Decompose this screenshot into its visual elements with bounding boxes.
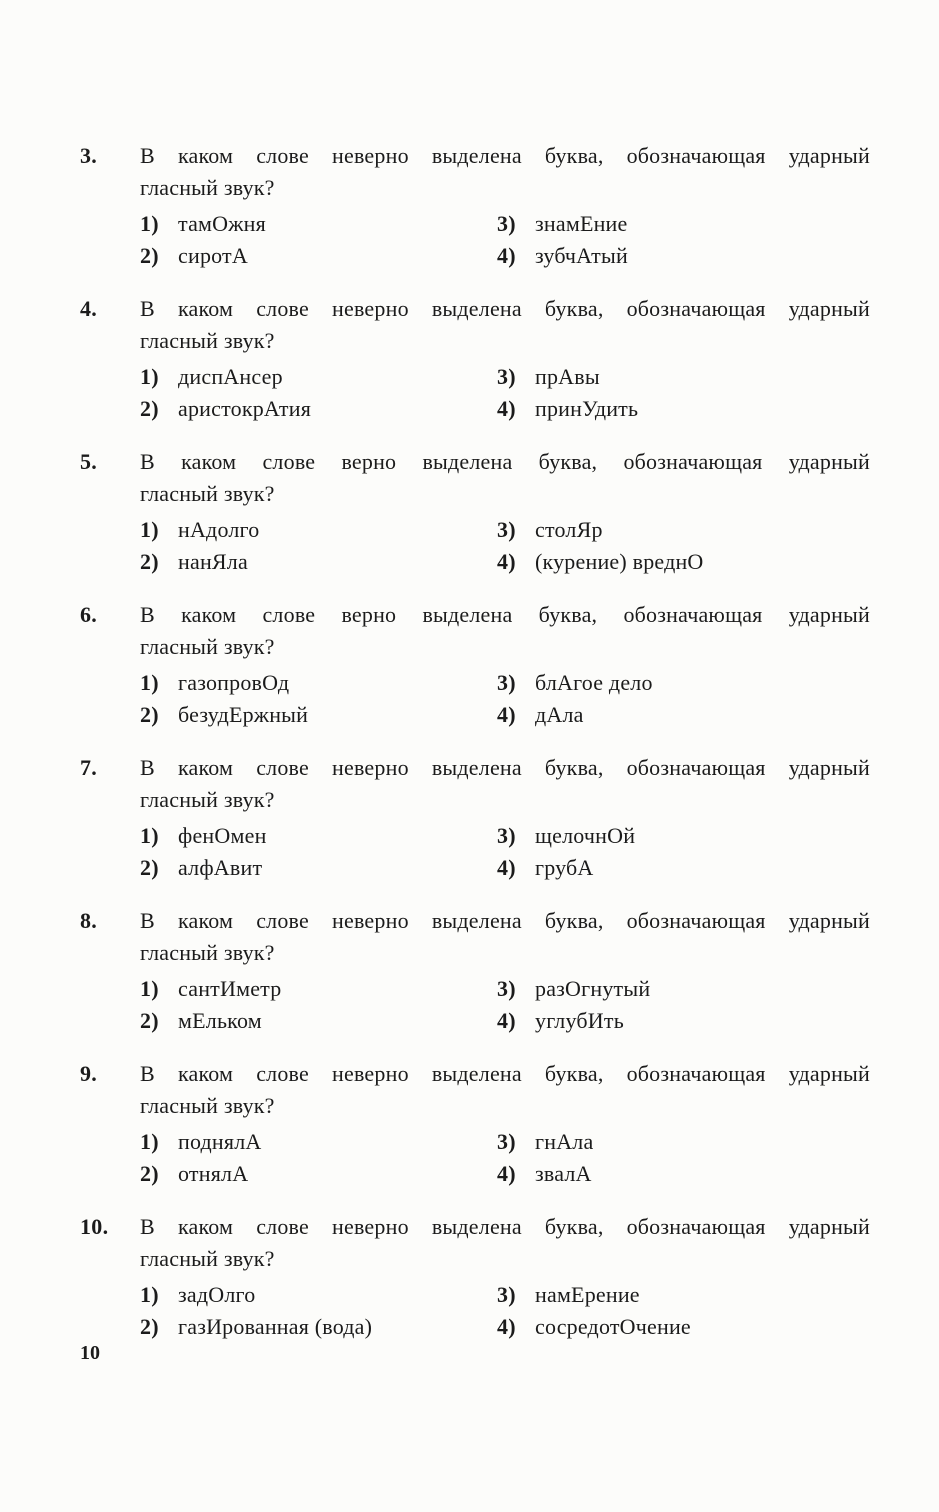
option-number: 2) — [140, 702, 159, 727]
question-text-line1: В каком слове неверно выделена буква, обозначающая ударный — [140, 143, 870, 168]
question-text-line2: гласный звук? — [140, 481, 275, 506]
option — [497, 361, 870, 393]
option-text: поднялА — [178, 1129, 262, 1154]
question-number: 5. — [80, 449, 98, 474]
question-block — [80, 293, 870, 425]
question-number: 10. — [80, 1214, 109, 1239]
question-block — [80, 1058, 870, 1190]
option-number: 4) — [497, 702, 516, 727]
question-body — [140, 1058, 870, 1190]
option — [140, 973, 497, 1005]
option — [140, 1126, 497, 1158]
option-number: 1) — [140, 517, 159, 542]
question-text-line2: гласный звук? — [140, 1093, 275, 1118]
question-block — [80, 752, 870, 884]
option — [140, 667, 497, 699]
question-body — [140, 905, 870, 1037]
option-text: отнялА — [178, 1161, 249, 1186]
option-text: задОлго — [178, 1282, 256, 1307]
option-number: 2) — [140, 855, 159, 880]
question-text-line1: В каком слове верно выделена буква, обозначающая ударный — [140, 602, 870, 627]
option — [497, 1311, 870, 1343]
option-number: 3) — [497, 211, 516, 236]
option — [497, 393, 870, 425]
option — [497, 1158, 870, 1190]
option-text: знамЕние — [535, 211, 628, 236]
option — [497, 1126, 870, 1158]
options-grid — [140, 1126, 870, 1190]
page-number: 10 — [80, 1342, 100, 1364]
option-number: 4) — [497, 396, 516, 421]
option — [140, 1005, 497, 1037]
option — [140, 393, 497, 425]
option — [497, 240, 870, 272]
question-text-line2: гласный звук? — [140, 328, 275, 353]
question-text-line1: В каком слове верно выделена буква, обозначающая ударный — [140, 449, 870, 474]
option-number: 4) — [497, 855, 516, 880]
options-grid — [140, 820, 870, 884]
option-number: 3) — [497, 823, 516, 848]
question-block — [80, 905, 870, 1037]
option-text: звалА — [535, 1161, 592, 1186]
option-text: диспАнсер — [178, 364, 283, 389]
options-grid — [140, 973, 870, 1037]
option-number: 1) — [140, 1129, 159, 1154]
option-text: газопровОд — [178, 670, 290, 695]
option-text: принУдить — [535, 396, 639, 421]
option-text: блАгое дело — [535, 670, 653, 695]
option-number: 2) — [140, 1314, 159, 1339]
option-number: 1) — [140, 670, 159, 695]
option — [140, 699, 497, 731]
question-body — [140, 599, 870, 731]
option-text: газИрованная (вода) — [178, 1314, 373, 1339]
options-grid — [140, 667, 870, 731]
option — [497, 546, 870, 578]
question-block — [80, 140, 870, 272]
option-text: гнАла — [535, 1129, 594, 1154]
option-number: 4) — [497, 243, 516, 268]
option — [140, 820, 497, 852]
option-number: 4) — [497, 1008, 516, 1033]
option-text: безудЕржный — [178, 702, 309, 727]
option-text: аристокрАтия — [178, 396, 312, 421]
option-number: 4) — [497, 549, 516, 574]
option — [140, 514, 497, 546]
option-number: 3) — [497, 1129, 516, 1154]
option — [497, 208, 870, 240]
option — [497, 973, 870, 1005]
question-text-line1: В каком слове неверно выделена буква, обозначающая ударный — [140, 1214, 870, 1239]
question-text-line1: В каком слове неверно выделена буква, обозначающая ударный — [140, 755, 870, 780]
option-text: зубчАтый — [535, 243, 628, 268]
question-text-line2: гласный звук? — [140, 940, 275, 965]
option-text: нанЯла — [178, 549, 248, 574]
question-body — [140, 293, 870, 425]
question-number: 9. — [80, 1061, 98, 1086]
question-text-line2: гласный звук? — [140, 1246, 275, 1271]
question-number: 3. — [80, 143, 98, 168]
option — [140, 240, 497, 272]
option — [497, 1005, 870, 1037]
question-text-line1: В каком слове неверно выделена буква, обозначающая ударный — [140, 296, 870, 321]
question-text-line1: В каком слове неверно выделена буква, обозначающая ударный — [140, 1061, 870, 1086]
option-text: (курение) вреднО — [535, 549, 704, 574]
option-text: разОгнутый — [535, 976, 651, 1001]
question-body — [140, 140, 870, 272]
option-number: 1) — [140, 976, 159, 1001]
option-text: намЕрение — [535, 1282, 640, 1307]
option-number: 3) — [497, 1282, 516, 1307]
question-block — [80, 1211, 870, 1343]
question-body — [140, 752, 870, 884]
options-grid — [140, 1279, 870, 1343]
option-number: 4) — [497, 1161, 516, 1186]
question-number: 6. — [80, 602, 98, 627]
option-text: тамОжня — [178, 211, 266, 236]
option — [497, 699, 870, 731]
question-number: 8. — [80, 908, 98, 933]
option — [497, 820, 870, 852]
option-number: 3) — [497, 364, 516, 389]
option-number: 2) — [140, 1008, 159, 1033]
options-grid — [140, 514, 870, 578]
question-body — [140, 1211, 870, 1343]
option-text: грубА — [535, 855, 594, 880]
option-text: сиротА — [178, 243, 248, 268]
option — [140, 361, 497, 393]
option-text: фенОмен — [178, 823, 267, 848]
option-number: 1) — [140, 364, 159, 389]
options-grid — [140, 361, 870, 425]
option-number: 2) — [140, 549, 159, 574]
question-body — [140, 446, 870, 578]
question-number: 7. — [80, 755, 98, 780]
option-text: углубИть — [535, 1008, 624, 1033]
option-text: прАвы — [535, 364, 600, 389]
option-text: щелочнОй — [535, 823, 636, 848]
option-text: столЯр — [535, 517, 603, 542]
option — [497, 1279, 870, 1311]
option-number: 2) — [140, 243, 159, 268]
question-number: 4. — [80, 296, 98, 321]
question-text-line2: гласный звук? — [140, 787, 275, 812]
question-block — [80, 599, 870, 731]
option-number: 3) — [497, 670, 516, 695]
option — [140, 852, 497, 884]
option-number: 2) — [140, 1161, 159, 1186]
option — [497, 514, 870, 546]
option — [140, 1311, 497, 1343]
option — [140, 1279, 497, 1311]
option-number: 3) — [497, 517, 516, 542]
option-number: 3) — [497, 976, 516, 1001]
option-number: 4) — [497, 1314, 516, 1339]
option-number: 2) — [140, 396, 159, 421]
option-number: 1) — [140, 1282, 159, 1307]
option-text: дАла — [535, 702, 584, 727]
option-text: нАдолго — [178, 517, 260, 542]
option-text: сосредотОчение — [535, 1314, 691, 1339]
options-grid — [140, 208, 870, 272]
option-number: 1) — [140, 211, 159, 236]
question-text-line2: гласный звук? — [140, 634, 275, 659]
option-number: 1) — [140, 823, 159, 848]
question-block — [80, 446, 870, 578]
option — [140, 546, 497, 578]
option-text: сантИметр — [178, 976, 282, 1001]
option — [497, 852, 870, 884]
question-text-line1: В каком слове неверно выделена буква, обозначающая ударный — [140, 908, 870, 933]
option — [140, 208, 497, 240]
option — [140, 1158, 497, 1190]
option — [497, 667, 870, 699]
question-text-line2: гласный звук? — [140, 175, 275, 200]
option-text: мЕльком — [178, 1008, 262, 1033]
option-text: алфАвит — [178, 855, 263, 880]
